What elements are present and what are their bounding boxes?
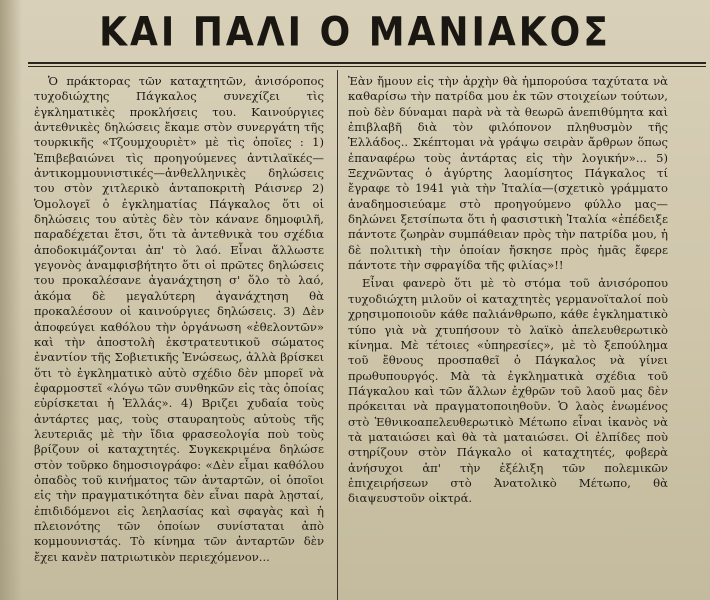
headline-rule-thin [28, 66, 706, 67]
headline-rule [28, 62, 706, 64]
article-headline: ΚΑΙ ΠΑΛΙ Ο ΜΑΝΙΑΚΟΣ [99, 9, 611, 56]
article-paragraph: Εἶναι φανερὸ ὅτι μὲ τὸ στόμα τοῦ ἀνισόροπου τυχοδιώχτη μιλοῦν οἱ καταχτητὲς γερμανοϊταλοί ποὺ χρησιμοποιοῦν κάθε παλιάνθρωπο, κάθε ἐγκληματικὸ τύπο γιὰ νὰ χτυπήσουν τὸ λαϊκὸ ἀπελευθερωτικὸ κίνημα. Μὲ τέτοιες «ὑπηρεσίες», μὲ τὸ ξεπούλημα τοῦ ἔθνους προσπαθεῖ ὁ Πάγκαλος νὰ γίνει πρωθυπουργός. Μὰ τὰ ἐγκληματικὰ σχέδια τοῦ Πάγκαλου καὶ τῶν ἄλλων ἐχθρῶν τοῦ λαοῦ μας δὲν πρόκειται νὰ πραγματοποιηθοῦν. Ὁ λαὸς ἑνωμένος στὸ Ἐθνικοαπελευθερωτικὸ Μέτωπο εἶναι ἱκανὸς νὰ τὰ ματαιώσει καὶ θὰ τὰ ματαιώσει. Οἱ ἐλπίδες ποὺ στηρίζουν στὸν Πάγκαλο οἱ καταχτητές, φοβερὰ ἀνήσυχοι ἀπ' τὴν ἐξέλιξη τῶν πολεμικῶν ἐπιχειρήσεων στὸ Ἀνατολικὸ Μέτωπο, θὰ διαψευστοῦν οἰκτρά. [348, 276, 668, 506]
column-divider [337, 70, 338, 600]
article-column-left [34, 74, 324, 600]
article-paragraph: Ἐὰν ἤμουν εἰς τὴν ἀρχὴν θὰ ἠμπορούσα ταχύτατα νὰ καθαρίσω τὴν πατρίδα μου ἐκ τῶν στοιχείων τούτων, ποὺ δὲν δύναμαι παρὰ νὰ τὰ θεωρῶ ἀνεπιθύμητα καὶ ἐπιβλαβῆ διὰ τὸν φιλόπονον πληθυσμὸν τῆς Ἑλλάδος.. Σκέπτομαι νὰ γράψω σειρὰν ἄρθρων ὅπως ἐπαναφέρω τοὺς ἀντάρτας εἰς τὴν λογικήν»... 5) Ξεχνῶντας ὁ ἀγύρτης λαομίσητος Πάγκαλος τί ἔγραφε τὸ 1941 γιὰ τὴν Ἰταλία—(σχετικὸ γράμματο ἀναδημοσιεύαμε στὸ προηγούμενο φύλλο μας—δηλώνει ξετσίπωτα ὅτι ἡ φασιστικὴ Ἰταλία «ἐπέδειξε πάντοτε ζωηρὰν συμπάθειαν πρὸς τὴν πατρίδα μου, ἡ δὲ πολιτικὴ τὴν ὁποίαν ἤσκησε πρὸς ἡμᾶς ἔφερε πάντοτε τὴν σφραγίδα τῆς φιλίας»!! [348, 74, 668, 273]
article-column-right [348, 74, 668, 600]
page-edge-shadow [0, 0, 22, 600]
article-paragraph: Ὁ πράκτορας τῶν καταχτητῶν, ἀνισόροπος τυχοδιώχτης Πάγκαλος συνεχίζει τὶς ἐγκληματικὲς προκλήσεις του. Καινούργιες ἀντεθνικὲς δηλώσεις ἔκαμε στὸν συνεργάτη τῆς τουρκικῆς «Τζουμχουριὲτ» μὲ τὶς ὁποῖες : 1) Ἐπιβεβαιώνει τὶς προηγούμενες ἀντιλαϊκές—ἀντικομμουνιστικές—ἀνθελληνικὲς δηλώσεις του στὸν χιτλερικὸ ἀνταποκριτὴ Ράισνερ 2) Ὁμολογεῖ ὁ ἐγκληματίας Πάγκαλος ὅτι οἱ δηλώσεις του αὐτὲς δὲν τὸν κάνανε δημοφιλῆ, παραδέχεται ἔτσι, ὅτι τὰ ἀντεθνικὰ του σχέδια ἀποδοκιμάζονται ἀπ' τὸ λαό. Εἶναι ἄλλωστε γεγονὸς ἀναμφισβήτητο ὅτι οἱ πρῶτες δηλώσεις του προκαλέσανε ἀγανάχτηση σ' ὅλο τὸ λαό, ἀκόμα δὲ μεγαλύτερη ἀγανάχτηση θὰ προκαλέσουν οἱ καινούργιες δηλώσεις. 3) Δὲν ἀποφεύγει καθόλου τὴν ὀργάνωση «ἐθελοντῶν» καὶ τὴν ἀποστολὴ ἐκστρατευτικοῦ σώματος ἐναντίον τῆς Σοβιετικῆς Ἑνώσεως, ἀλλὰ βρίσκει ὅτι τὸ ἐγκληματικὸ αὐτὸ σχέδιο δὲν μπορεῖ νὰ ἐφαρμοστεῖ «λόγω τῶν συνθηκῶν εἰς τὰς ὁποίας εὑρίσκεται ἡ Ἑλλάς». 4) Βριζει χυδαία τοὺς ἀντάρτες μας, τοὺς σταυραητοὺς αὐτοὺς τῆς λευτεριᾶς μὲ τὴν ἴδια φρασεολογία ποὺ τοὺς βρίζουν οἱ καταχτητές. Συγκεκριμένα δηλώσε στὸν τοῦρκο δημοσιογράφο: «Δὲν εἶμαι καθόλου ὀπαδὸς τοῦ κινήματος τῶν ἀνταρτῶν, οἱ ὁποῖοι εἰς τὴν πραγματικότητα δὲν εἶναι παρὰ λῃσταί, ἐπιδιδόμενοι εἰς λεηλασίας καὶ σφαγὰς καὶ ἡ πλειονότης τῶν ὁποίων συνίσταται ἀπὸ κομμουνιστάς. Τὸ κίνημα τῶν ἀνταρτῶν δὲν ἔχει κανὲν πατριωτικὸν περιεχόμενον... [34, 74, 324, 564]
